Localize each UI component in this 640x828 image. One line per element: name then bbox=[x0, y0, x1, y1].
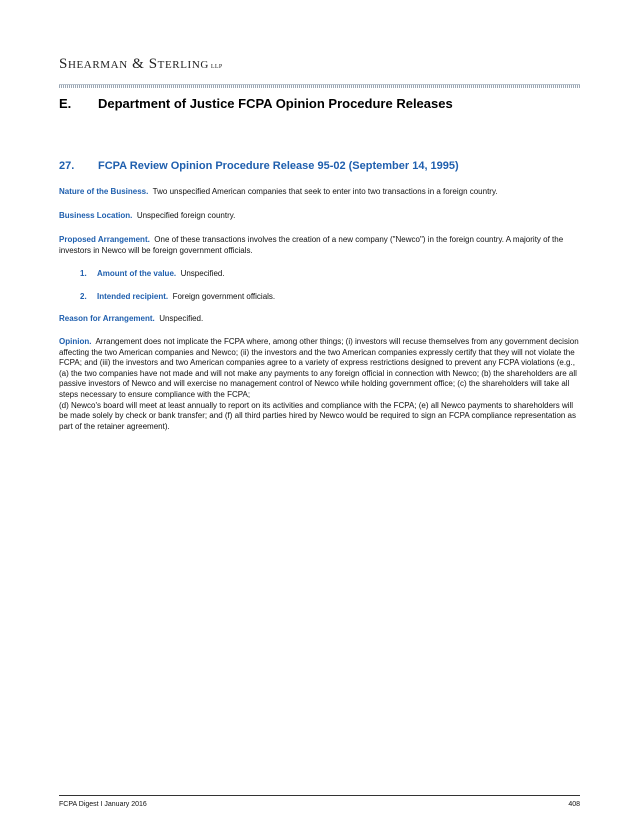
footer-divider bbox=[59, 795, 580, 796]
list-text: Unspecified. bbox=[180, 269, 225, 278]
release-title: FCPA Review Opinion Procedure Release 95-02 (September 14, 1995) bbox=[98, 160, 459, 172]
list-lead: Amount of the value. bbox=[97, 269, 177, 278]
list-item bbox=[80, 292, 580, 303]
paragraph-location bbox=[59, 211, 580, 222]
paragraph-text: Unspecified foreign country. bbox=[136, 211, 236, 220]
logo-name: Shearman & Sterling bbox=[59, 56, 209, 72]
list-text: Foreign government officials. bbox=[172, 292, 276, 301]
paragraph-lead: Proposed Arrangement. bbox=[59, 235, 150, 244]
list-number: 1. bbox=[80, 269, 87, 278]
header-divider bbox=[59, 84, 580, 88]
release-heading bbox=[59, 160, 580, 172]
paragraph-text: Arrangement does not implicate the FCPA where, among other things; (i) investors will recuse themselves from any government decision affecting the two American companies and Newco; (ii) the investors and the two American companies expressly certify that they will not violate the FCPA; and (iii) the investors and two American companies agree to a variety of express restrictions designed to prevent any FCPA violations (e.g., (a) the two companies have not made and will not make any payments to any foreign official in connection with Newco; (b) the shareholders are all passive investors of Newco and will exercise no management control of Newco while holding government office; (c) the shareholders will take all steps necessary to ensure compliance with the FCPA; bbox=[59, 337, 579, 399]
paragraph-text: Two unspecified American companies that seek to enter into two transactions in a foreign country. bbox=[152, 187, 498, 196]
paragraph-lead: Opinion. bbox=[59, 337, 92, 346]
paragraph-arrangement bbox=[59, 235, 580, 256]
paragraph-lead: Business Location. bbox=[59, 211, 133, 220]
release-number: 27. bbox=[59, 160, 75, 172]
paragraph-opinion bbox=[59, 337, 580, 432]
page-number: 408 bbox=[568, 801, 580, 808]
paragraph-lead: Reason for Arrangement. bbox=[59, 314, 155, 323]
list-lead: Intended recipient. bbox=[97, 292, 169, 301]
firm-logo bbox=[59, 56, 223, 73]
footer-publication: FCPA Digest I January 2016 bbox=[59, 801, 147, 808]
logo-suffix: LLP bbox=[210, 64, 223, 70]
paragraph-reason bbox=[59, 314, 580, 325]
list-number: 2. bbox=[80, 292, 87, 301]
paragraph-text: Unspecified. bbox=[159, 314, 204, 323]
paragraph-text-continued: (d) Newco's board will meet at least annually to report on its activities and compliance with the FCPA; (e) all Newco payments to shareholders will be made solely by check or bank transfer; and (f) all third parties hired by Newco would be required to sign an FCPA compliance representation as part of the retainer agreement). bbox=[59, 400, 577, 431]
section-heading bbox=[59, 96, 580, 111]
section-title: Department of Justice FCPA Opinion Procedure Releases bbox=[98, 96, 453, 111]
list-item bbox=[80, 269, 580, 280]
paragraph-nature bbox=[59, 187, 580, 198]
paragraph-lead: Nature of the Business. bbox=[59, 187, 149, 196]
paragraph-text: One of these transactions involves the creation of a new company ("Newco") in the foreign country. A majority of the investors in Newco will be foreign government officials. bbox=[59, 235, 564, 255]
section-number: E. bbox=[59, 96, 72, 111]
